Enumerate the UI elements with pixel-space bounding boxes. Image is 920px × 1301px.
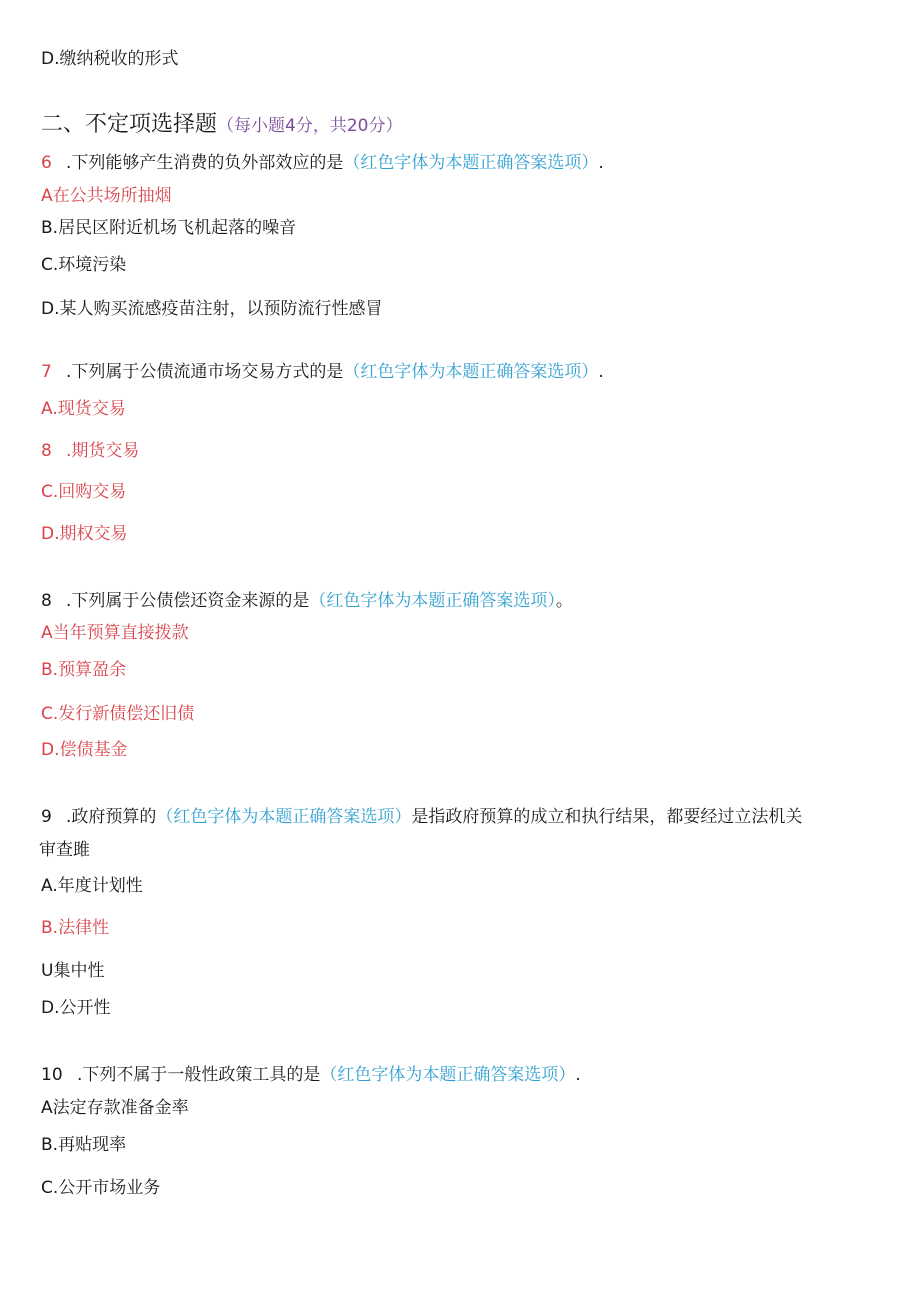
answer-hint: （红色字体为本题正确答案选项）: [309, 591, 556, 611]
section-subtitle: （每小题4分，共20分）: [217, 116, 403, 136]
question-end: .: [598, 153, 604, 173]
question-7-option-c: C.回购交易: [41, 482, 127, 502]
question-10-stem: [41, 1063, 581, 1087]
question-8-option-b: B.预算盈余: [41, 660, 127, 680]
option-number: 8: [41, 441, 52, 461]
question-end: 。: [555, 591, 573, 611]
question-6-option-c: C.环境污染: [41, 255, 127, 275]
question-8-option-d: D.偿债基金: [41, 740, 128, 760]
question-7-option-a: A.现货交易: [41, 399, 126, 419]
answer-hint: （红色字体为本题正确答案选项）: [343, 362, 599, 382]
question-6-option-b: B.居民区附近机场飞机起落的噪音: [41, 218, 297, 238]
option-text: .期货交易: [66, 441, 140, 461]
question-end: .: [575, 1065, 581, 1085]
answer-hint: （红色字体为本题正确答案选项）: [343, 153, 599, 173]
section-heading: [41, 110, 402, 140]
question-7-option-d: D.期权交易: [41, 524, 128, 544]
question-6-stem: [41, 151, 604, 175]
question-10-option-c: C.公开市场业务: [41, 1178, 161, 1198]
question-number: 8: [41, 591, 52, 611]
question-9-stem-line2: 审查雎: [39, 840, 90, 860]
question-text: .下列属于公债流通市场交易方式的是: [66, 362, 344, 382]
question-10-option-b: B.再贴现率: [41, 1135, 127, 1155]
question-9-option-c: U集中性: [41, 961, 105, 981]
question-number: 6: [41, 153, 52, 173]
question-9-stem: [41, 805, 802, 829]
question-7-option-b: [41, 439, 139, 463]
question-8-option-c: C.发行新债偿还旧债: [41, 704, 195, 724]
prev-option-d: D.缴纳税收的形式: [41, 49, 179, 69]
question-9-option-b: B.法律性: [41, 918, 110, 938]
question-text: .下列能够产生消费的负外部效应的是: [66, 153, 344, 173]
question-text: .下列不属于一般性政策工具的是: [77, 1065, 321, 1085]
question-text-rest: 是指政府预算的成立和执行结果，都要经过立法机关: [411, 807, 803, 827]
question-number: 7: [41, 362, 52, 382]
question-8-option-a: A当年预算直接拨款: [41, 623, 189, 643]
question-8-stem: [41, 589, 573, 613]
section-title: 二、不定项选择题: [41, 112, 218, 137]
question-end: .: [598, 362, 604, 382]
question-6-option-d: D.某人购买流感疫苗注射，以预防流行性感冒: [41, 299, 383, 319]
question-number: 9: [41, 807, 52, 827]
question-9-option-a: A.年度计划性: [41, 876, 143, 896]
question-6-option-a: A在公共场所抽烟: [41, 186, 172, 206]
answer-hint: （红色字体为本题正确答案选项）: [320, 1065, 576, 1085]
question-9-option-d: D.公开性: [41, 998, 111, 1018]
question-text: .下列属于公债偿还资金来源的是: [66, 591, 310, 611]
question-text: .政府预算的: [66, 807, 157, 827]
question-number: 10: [41, 1065, 63, 1085]
answer-hint: （红色字体为本题正确答案选项）: [156, 807, 412, 827]
question-7-stem: [41, 360, 604, 384]
question-10-option-a: A法定存款准备金率: [41, 1098, 189, 1118]
